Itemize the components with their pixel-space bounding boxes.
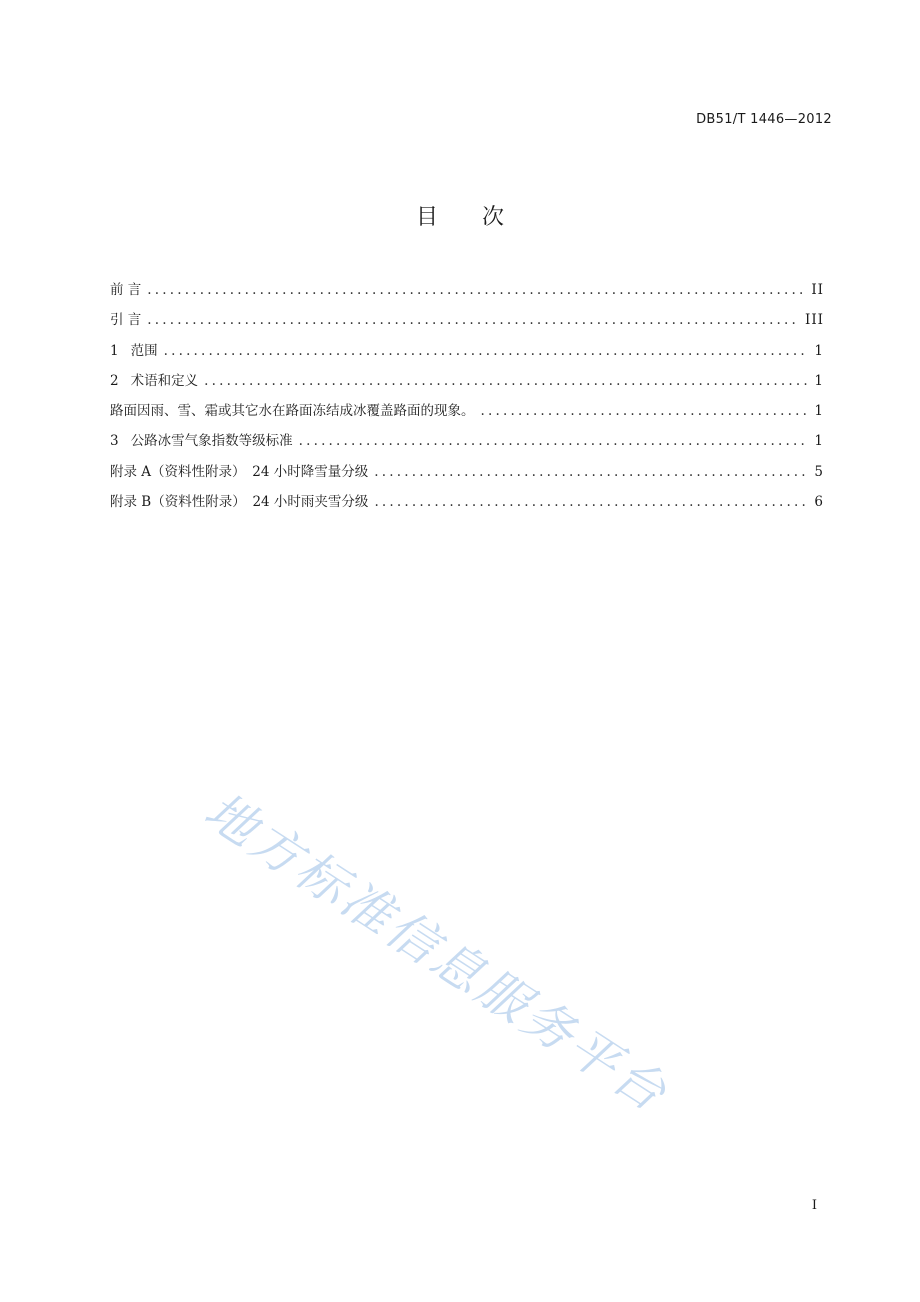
toc-entry-page: 1 <box>814 403 824 420</box>
toc-entry-foreword[interactable] <box>110 278 824 308</box>
toc-entry-page: 1 <box>814 342 824 359</box>
toc-list <box>110 278 824 520</box>
toc-entry-page: II <box>811 282 824 298</box>
toc-entry-number: 2 <box>110 372 119 389</box>
toc-entry-number: 3 <box>110 433 119 450</box>
toc-leader-dots <box>147 312 799 328</box>
toc-entry-page: 5 <box>814 463 824 480</box>
toc-entry-page: 1 <box>814 372 824 389</box>
toc-entry-scope[interactable] <box>110 339 824 369</box>
toc-title: 目次 <box>415 205 548 230</box>
toc-entry-introduction[interactable] <box>110 308 824 338</box>
toc-leader-dots <box>374 464 808 480</box>
toc-entry-appendix-a[interactable] <box>110 460 824 490</box>
toc-entry-label: 公路冰雪气象指数等级标准 <box>130 433 293 450</box>
toc-entry-page: 6 <box>814 494 824 511</box>
toc-entry-label: 引 言 <box>110 312 142 329</box>
toc-entry-appendix-b[interactable] <box>110 490 824 520</box>
toc-leader-dots <box>204 373 808 389</box>
toc-entry-label: 范围 <box>130 342 158 359</box>
toc-leader-dots <box>374 494 808 510</box>
watermark: 地方标准信息服务平台 <box>194 781 679 1124</box>
page-number: I <box>811 1198 817 1213</box>
toc-leader-dots <box>299 433 809 449</box>
toc-entry-label: 术语和定义 <box>130 372 199 389</box>
toc-leader-dots <box>164 343 809 359</box>
toc-entry-label: 前 言 <box>110 282 142 298</box>
toc-entry-index-levels[interactable] <box>110 429 824 459</box>
toc-entry-label: 附录 B（资料性附录） 24 小时雨夹雪分级 <box>110 494 369 511</box>
toc-entry-terms[interactable] <box>110 369 824 399</box>
toc-entry-page: III <box>805 312 824 329</box>
toc-entry-label: 路面因雨、雪、霜或其它水在路面冻结成冰覆盖路面的现象。 <box>110 403 475 420</box>
toc-entry-definition[interactable] <box>110 399 824 429</box>
toc-entry-label: 附录 A（资料性附录） 24 小时降雪量分级 <box>110 463 369 480</box>
toc-entry-number: 1 <box>110 342 119 359</box>
toc-leader-dots <box>481 403 809 419</box>
toc-leader-dots <box>147 282 805 298</box>
document-code: DB51/T 1446—2012 <box>696 112 832 127</box>
toc-entry-page: 1 <box>814 433 824 450</box>
